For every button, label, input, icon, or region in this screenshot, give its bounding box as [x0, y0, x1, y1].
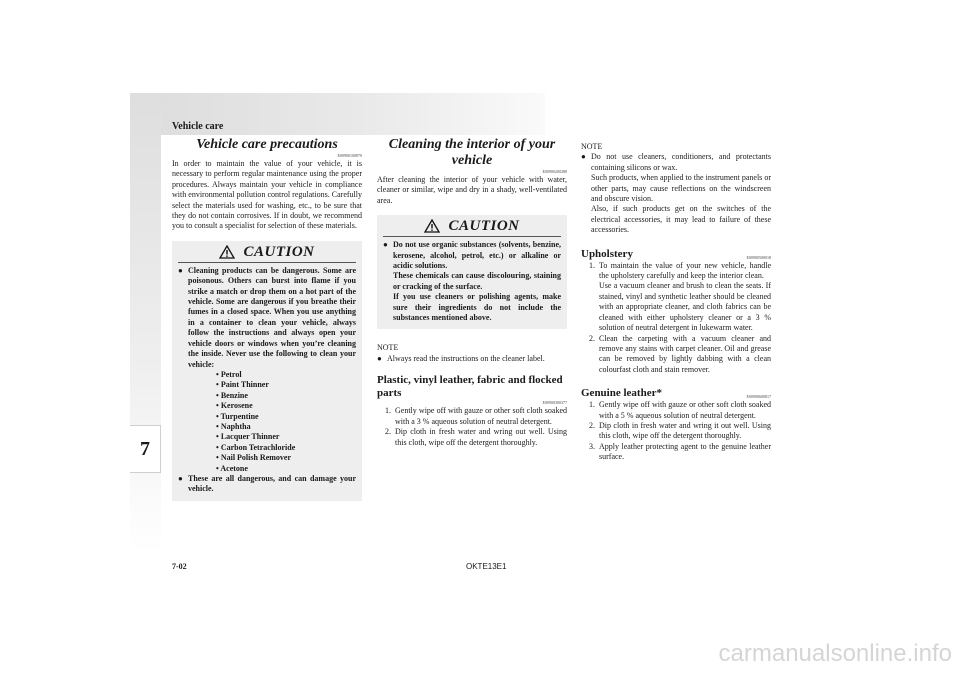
caution-item: [178, 474, 356, 495]
step-item: [581, 261, 771, 334]
bullet-icon: ●: [178, 265, 183, 275]
intro-paragraph: After cleaning the interior of your vehicle with water, cleaner or similar, wipe and dry in a shady, well-ventilated area.: [377, 175, 567, 205]
note-text: Always read the instructions on the cleaner label.: [387, 353, 545, 363]
column-3: [581, 137, 771, 463]
bullet-icon: ●: [178, 473, 183, 483]
step-item: [377, 406, 567, 427]
forbidden-cleaner-item: • Petrol: [188, 370, 356, 380]
step-number: 2.: [589, 420, 595, 430]
heading-row: [581, 387, 771, 400]
note-label: NOTE: [377, 343, 399, 353]
caution-header: [383, 219, 561, 237]
forbidden-cleaner-item: • Carbon Tetrachloride: [188, 443, 356, 453]
step-text: Dip cloth in fresh water and wring it out well. Using this cloth, wipe off the detergent thoroughly.: [599, 420, 771, 441]
heading-plastic-parts: Plastic, vinyl leather, fabric and flocked parts: [377, 374, 563, 400]
note-label: NOTE: [581, 142, 603, 151]
caution-box: [172, 241, 362, 501]
forbidden-cleaner-item: • Naphtha: [188, 422, 356, 432]
heading-upholstery: Upholstery: [581, 247, 633, 260]
step-item: [581, 442, 771, 463]
note-text: Such products, when applied to the instrument panels or other parts, may cause reflections on the windscreen and obscure vision.: [591, 173, 771, 204]
caution-text: Do not use organic substances (solvents, benzine, kerosene, alcohol, petrol, etc.) or alkaline or acidic solutions.: [393, 240, 561, 271]
note-text: Also, if such products get on the switches of the electrical accessories, it may lead to failure of these accessories.: [591, 204, 771, 235]
chapter-sidebar: [130, 93, 161, 553]
watermark: carmanualsonline.info: [718, 640, 952, 667]
step-text: Gently wipe off with gauze or other soft cloth soaked with a 3 % aqueous solution of neutral detergent.: [395, 406, 567, 426]
heading-row: [581, 248, 771, 261]
warning-triangle-icon: [219, 245, 235, 259]
note-item: [581, 152, 771, 235]
section-code: E00900200288: [542, 169, 567, 174]
document-code: OKTE13E1: [466, 562, 507, 571]
caution-text: These chemicals can cause discolouring, staining or cracking of the surface.: [393, 271, 561, 291]
caution-box: [377, 215, 567, 329]
step-number: 2.: [589, 333, 595, 343]
step-item: [377, 427, 567, 448]
step-number: 1.: [589, 400, 595, 410]
step-text: Use a vacuum cleaner and brush to clean the seats. If stained, vinyl and synthetic leather should be cleaned with an appropriate cleaner, and cloth fabrics can be cleaned with either upholstery cleaner or a 3 % solution of neutral detergent in lukewarm water.: [599, 281, 771, 333]
forbidden-cleaner-item: • Acetone: [188, 464, 356, 474]
step-text: Dip cloth in fresh water and wring out well. Using this cloth, wipe off the detergent thoroughly.: [395, 427, 567, 447]
forbidden-cleaner-item: • Lacquer Thinner: [188, 432, 356, 442]
step-number: 2.: [385, 427, 391, 437]
step-item: [581, 334, 771, 376]
forbidden-cleaner-item: • Benzine: [188, 391, 356, 401]
chapter-tab: 7: [130, 425, 161, 473]
step-text: Apply leather protecting agent to the genuine leather surface.: [599, 441, 771, 462]
section-code: E00900100870: [337, 153, 362, 158]
bullet-icon: ●: [383, 240, 388, 250]
note-item: [377, 354, 567, 364]
forbidden-cleaner-item: • Kerosene: [188, 401, 356, 411]
step-number: 3.: [589, 441, 595, 451]
caution-text: If you use cleaners or polishing agents, make sure their ingredients do not include the substances mentioned above.: [393, 292, 561, 323]
section-title-cleaning-interior: Cleaning the interior of your vehicle: [388, 137, 556, 168]
step-text: Clean the carpeting with a vacuum cleaner and remove any stains with carpet cleaner. Oil and grease can be removed by lightly dabbing with a clean colourfast cloth and stain remover.: [599, 333, 771, 374]
caution-title: CAUTION: [448, 218, 520, 235]
forbidden-cleaner-item: • Nail Polish Remover: [188, 453, 356, 463]
step-text: To maintain the value of your new vehicle, handle the upholstery carefully and keep the interior clean.: [599, 260, 771, 281]
section-code: E00900600817: [746, 394, 771, 400]
heading-genuine-leather: Genuine leather*: [581, 387, 662, 400]
section-code: E00900500018: [746, 254, 771, 260]
caution-title: CAUTION: [243, 243, 315, 260]
column-1: [172, 137, 362, 501]
bullet-icon: ●: [581, 152, 586, 162]
step-item: [581, 400, 771, 421]
step-text: Gently wipe off with gauze or other soft cloth soaked with a 5 % aqueous solution of neutral detergent.: [599, 400, 771, 420]
caution-item: [383, 240, 561, 323]
step-item: [581, 421, 771, 442]
section-title-vehicle-care-precautions: Vehicle care precautions: [196, 137, 338, 152]
forbidden-cleaner-item: • Turpentine: [188, 412, 356, 422]
step-number: 1.: [589, 260, 595, 270]
caution-text: These are all dangerous, and can damage your vehicle.: [188, 473, 356, 494]
note-text: Do not use cleaners, conditioners, and protectants containing silicons or wax.: [591, 152, 771, 172]
column-2: [377, 137, 567, 448]
forbidden-cleaner-item: • Paint Thinner: [188, 380, 356, 390]
page-number: 7-02: [172, 562, 187, 571]
caution-text: Cleaning products can be dangerous. Some are poisonous. Others can burst into flame if you strike a match or drop them on a hot part of the vehicle. Some are dangerous if you breathe their fumes in a closed space. When you use anything in a container to clean your vehicle, always follow the instructions and always open your vehicle doors or windows when you’re cleaning the inside. Never use the following to clean your vehicle:: [188, 265, 356, 369]
caution-header: [178, 245, 356, 263]
warning-triangle-icon: [424, 219, 440, 233]
section-code: E00900300377: [542, 400, 567, 406]
caution-item: [178, 266, 356, 474]
bullet-icon: ●: [377, 353, 382, 363]
section-label: Vehicle care: [172, 121, 224, 132]
intro-paragraph: In order to maintain the value of your vehicle, it is necessary to perform regular maintenance using the proper procedures. Always maintain your vehicle in compliance with environmental pollution control regulations. Carefully select the materials used for washing, etc., to be sure that they do not contain corrosives. If in doubt, we recommend you to consult a specialist for selection of these materials.: [172, 159, 362, 231]
step-number: 1.: [385, 406, 391, 416]
